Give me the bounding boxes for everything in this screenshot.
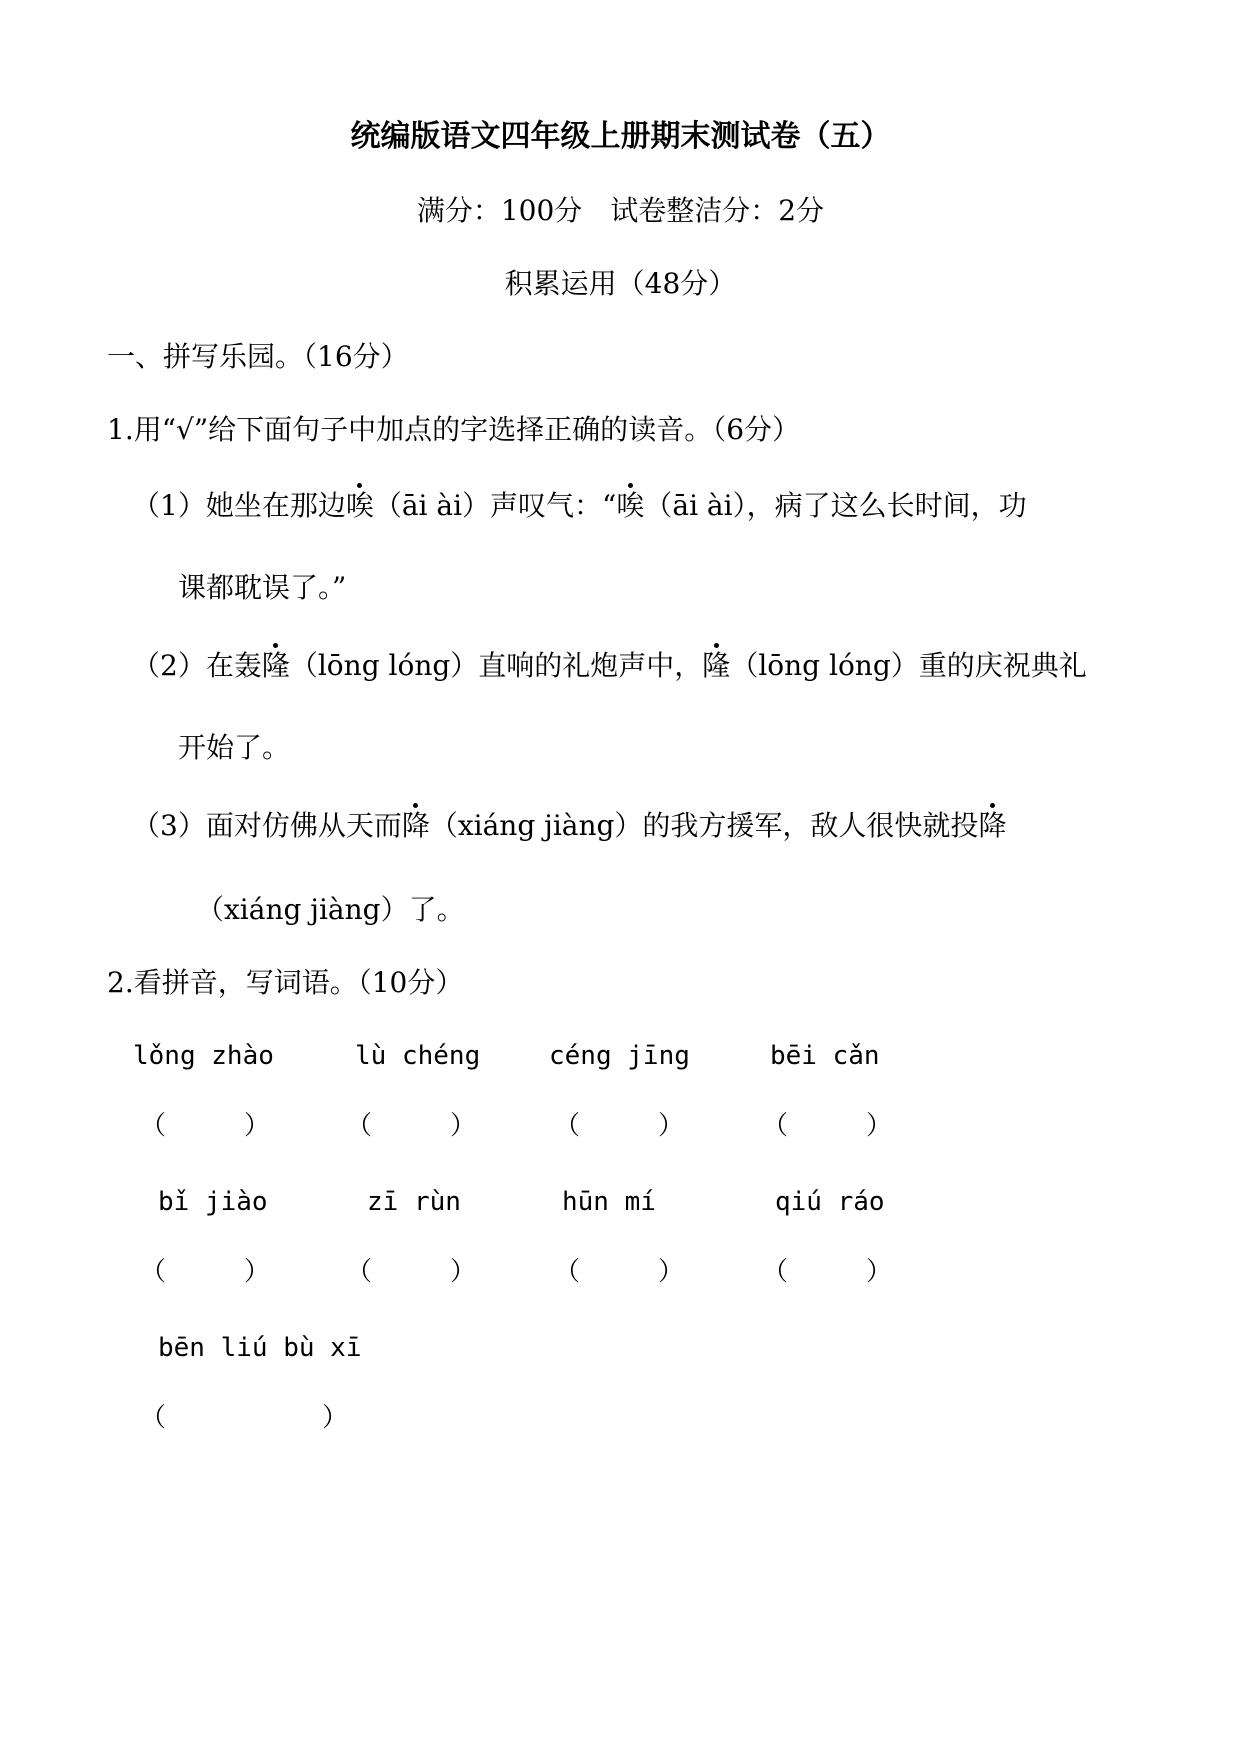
pinyin-1: lǒng zhào bbox=[133, 1041, 274, 1071]
item-text: （āi ài），病了这么长时间，功 bbox=[644, 489, 1027, 522]
pinyin-7: hūn mí bbox=[562, 1187, 656, 1217]
question-1-prompt: 1.用“√”给下面句子中加点的字选择正确的读音。（6分） bbox=[107, 413, 801, 446]
question-1-item-1-continuation: 课都耽误了。” bbox=[178, 571, 347, 604]
answer-blank[interactable]: （ ） bbox=[346, 1111, 477, 1141]
question-1-item-2-continuation: 开始了。 bbox=[178, 731, 291, 764]
item-text: （lōng lóng）重的庆祝典礼 bbox=[730, 649, 1087, 682]
question-1-item-2 bbox=[132, 649, 1087, 682]
answer-blank[interactable]: （ ） bbox=[762, 1257, 893, 1287]
pinyin-4: bēi cǎn bbox=[770, 1041, 880, 1071]
item-text: （2）在轰 bbox=[132, 649, 262, 682]
answer-blank[interactable]: （ ） bbox=[554, 1257, 685, 1287]
answer-blank[interactable]: （ ） bbox=[140, 1111, 271, 1141]
dotted-char: 降 bbox=[401, 809, 430, 842]
answer-blank[interactable]: （ ） bbox=[762, 1111, 893, 1141]
pinyin-2: lù chéng bbox=[355, 1041, 481, 1071]
pinyin-5: bǐ jiào bbox=[158, 1187, 268, 1217]
exam-title: 统编版语文四年级上册期末测试卷（五） bbox=[350, 119, 891, 154]
dotted-char: 唉 bbox=[616, 489, 645, 522]
question-1-item-3-continuation: （xiáng jiàng）了。 bbox=[196, 893, 465, 926]
dotted-char: 唉 bbox=[345, 489, 374, 522]
answer-blank[interactable]: （ ） bbox=[554, 1111, 685, 1141]
question-1-item-3 bbox=[132, 809, 1007, 842]
pinyin-3: céng jīng bbox=[549, 1041, 690, 1071]
item-text: （xiáng jiàng）的我方援军，敌人很快就投 bbox=[429, 809, 979, 842]
section-heading: 一、拼写乐园。（16分） bbox=[107, 340, 409, 373]
answer-blank-long[interactable]: （ ） bbox=[140, 1403, 349, 1433]
dotted-char: 隆 bbox=[261, 649, 290, 682]
pinyin-8: qiú ráo bbox=[775, 1187, 885, 1217]
score-line: 满分：100分 试卷整洁分：2分 bbox=[416, 194, 825, 227]
item-text: （āi ài）声叹气：“ bbox=[373, 489, 617, 522]
dotted-char: 降 bbox=[978, 809, 1007, 842]
answer-blank[interactable]: （ ） bbox=[140, 1257, 271, 1287]
item-text: （1）她坐在那边 bbox=[132, 489, 346, 522]
question-2-prompt: 2.看拼音，写词语。（10分） bbox=[107, 966, 464, 999]
pinyin-9: bēn liú bù xī bbox=[158, 1333, 362, 1363]
pinyin-6: zī rùn bbox=[367, 1187, 461, 1217]
item-text: （3）面对仿佛从天而 bbox=[132, 809, 402, 842]
dotted-char: 隆 bbox=[702, 649, 731, 682]
part-heading: 积累运用（48分） bbox=[504, 267, 737, 300]
answer-blank[interactable]: （ ） bbox=[346, 1257, 477, 1287]
item-text: （lōng lóng）直响的礼炮声中， bbox=[289, 649, 703, 682]
question-1-item-1 bbox=[132, 489, 1027, 522]
